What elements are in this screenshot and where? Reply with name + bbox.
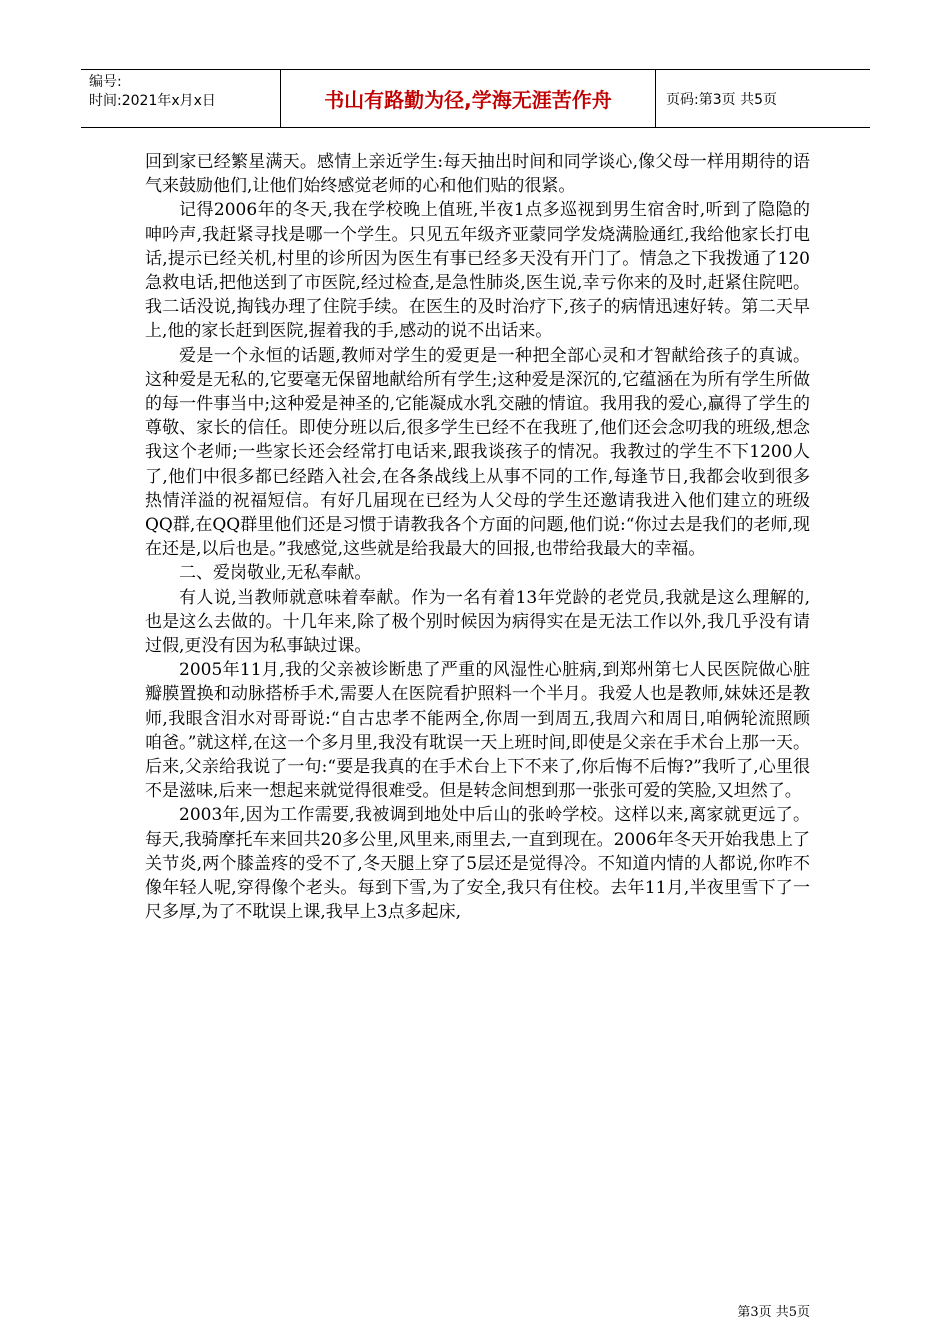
- paragraph: 2005年11月,我的父亲被诊断患了严重的风湿性心脏病,到郑州第七人民医院做心脏瓣膜置换和动脉搭桥手术,需要人在医院看护照料一个半月。我爱人也是教师,妹妹还是教师,我眼含泪水对哥哥说:“自古忠孝不能两全,你周一到周五,我周六和周日,咱俩轮流照顾咱爸。”就这样,在这一个多月里,我没有耽误一天上班时间,即使是父亲在手术台上那一天。后来,父亲给我说了一句:“要是我真的在手术台上下不来了,你后悔不后悔?”我听了,心里很不是滋味,后来一想起来就觉得很难受。但是转念间想到那一张张可爱的笑脸,又坦然了。: [145, 660, 810, 802]
- document-body: [145, 150, 810, 925]
- section-heading: 二、爱岗敬业,无私奉献。: [179, 563, 372, 584]
- paragraph: 记得2006年的冬天,我在学校晚上值班,半夜1点多巡视到男生宿舍时,听到了隐隐的呻吟声,我赶紧寻找是哪一个学生。只见五年级齐亚蒙同学发烧满脸通红,我给他家长打电话,提示已经关机,村里的诊所因为医生有事已经多天没有开门了。情急之下我拨通了120急救电话,把他送到了市医院,经过检查,是急性肺炎,医生说,幸亏你来的及时,赶紧住院吧。我二话没说,掏钱办理了住院手续。在医生的及时治疗下,孩子的病情迅速好转。第二天早上,他的家长赶到医院,握着我的手,感动的说不出话来。: [145, 200, 810, 342]
- header-meta: [81, 70, 281, 127]
- paragraph: 爱是一个永恒的话题,教师对学生的爱更是一种把全部心灵和才智献给孩子的真诚。这种爱是无私的,它要毫无保留地献给所有学生;这种爱是深沉的,它蕴涵在为所有学生所做的每一件事当中;这种爱是神圣的,它能凝成水乳交融的情谊。我用我的爱心,赢得了学生的尊敬、家长的信任。即使分班以后,很多学生已经不在我班了,他们还会念叨我的班级,想念我这个老师;一些家长还会经常打电话来,跟我谈孩子的情况。我教过的学生不下1200人了,他们中很多都已经踏入社会,在各条战线上从事不同的工作,每逢节日,我都会收到很多热情洋溢的祝福短信。有好几届现在已经为人父母的学生还邀请我进入他们建立的班级QQ群,在QQ群里他们还是习惯于请教我各个方面的问题,他们说:“你过去是我们的老师,现在还是,以后也是。”我感觉,这些就是给我最大的回报,也带给我最大的幸福。: [145, 345, 810, 560]
- page-header: [81, 69, 870, 128]
- paragraph: 有人说,当教师就意味着奉献。作为一名有着13年党龄的老党员,我就是这么理解的,也是这么去做的。十几年来,除了极个别时候因为病得实在是无法工作以外,我几乎没有请过假,更没有因为私事缺过课。: [145, 587, 810, 657]
- paragraph: 2003年,因为工作需要,我被调到地处中后山的张岭学校。这样以来,离家就更远了。每天,我骑摩托车来回共20多公里,风里来,雨里去,一直到现在。2006年冬天开始我患上了关节炎,两个膝盖疼的受不了,冬天腿上穿了5层还是觉得冷。不知道内情的人都说,你咋不像年轻人呢,穿得像个老头。每到下雪,为了安全,我只有住校。去年11月,半夜里雪下了一尺多厚,为了不耽误上课,我早上3点多起床,: [145, 805, 810, 923]
- paragraph: 回到家已经繁星满天。感情上亲近学生:每天抽出时间和同学谈心,像父母一样用期待的语气来鼓励他们,让他们始终感觉老师的心和他们贴的很紧。: [145, 152, 810, 197]
- header-page-info: 页码:第3页 共5页: [666, 91, 777, 108]
- page-footer: 第3页 共5页: [737, 1305, 810, 1320]
- document-number-label: 编号:: [89, 74, 122, 90]
- header-motto: 书山有路勤为径,学海无涯苦作舟: [281, 70, 656, 127]
- document-time-label: 时间:2021年x月x日: [89, 93, 216, 109]
